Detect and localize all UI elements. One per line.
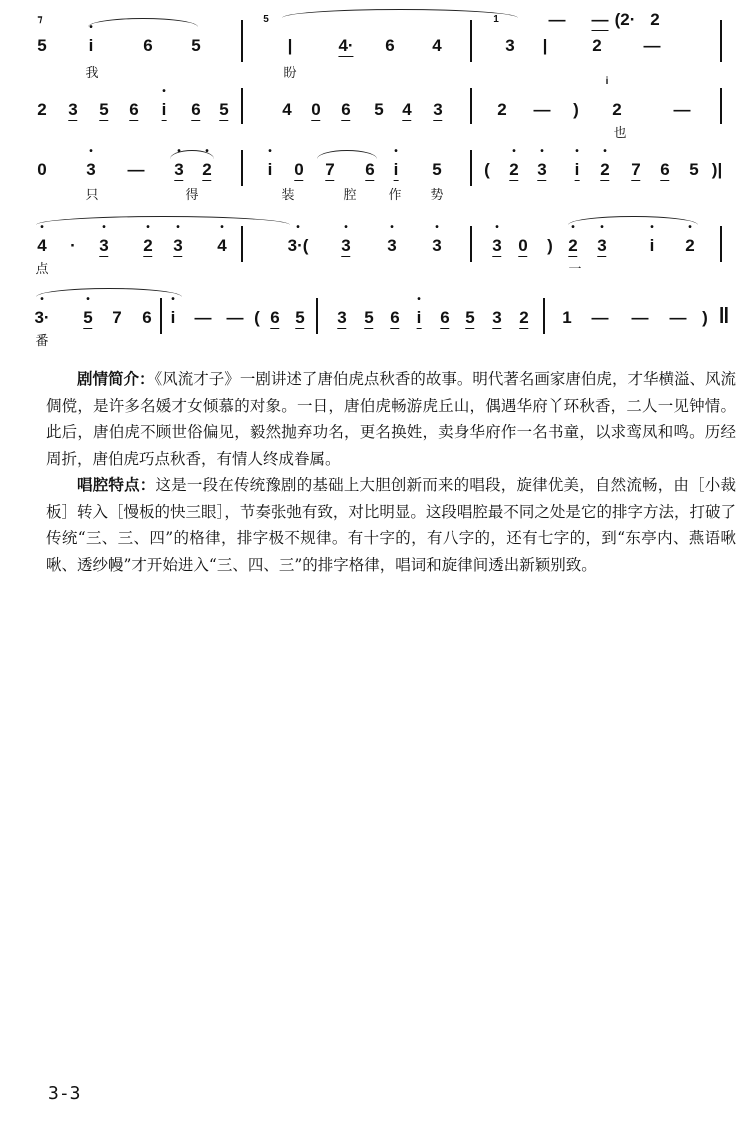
note: • 3 (537, 160, 546, 181)
note: ( (254, 308, 260, 327)
note: ) (573, 100, 579, 119)
note: 6 (390, 308, 400, 327)
note: 6 (385, 36, 395, 55)
note: 0 (518, 236, 528, 255)
bar-line (470, 150, 472, 186)
note: — (194, 308, 212, 327)
bar-line (543, 298, 545, 334)
note: 2 (592, 36, 602, 55)
note: • 2 (202, 160, 211, 181)
note: • 3 (492, 236, 501, 257)
note: • 2 (143, 236, 152, 257)
lyric: 腔 (343, 188, 357, 203)
synopsis-paragraph (46, 366, 736, 472)
note: 6 (143, 36, 153, 55)
note: 7 (112, 308, 122, 327)
note: 6 (270, 308, 280, 327)
note: 3 (492, 308, 502, 327)
lyric: 只 (85, 188, 99, 203)
note: • i (89, 36, 94, 56)
bar-line (241, 226, 243, 262)
note: 5 (99, 100, 109, 119)
features-label: 唱腔特点： (77, 476, 156, 494)
note: • 4 (37, 236, 46, 256)
note: • i (162, 100, 167, 121)
note: 1 (562, 308, 572, 327)
slur-6 (568, 216, 698, 225)
note: 3 (68, 100, 78, 119)
bar-line (241, 88, 243, 124)
note: 5 (37, 36, 47, 55)
grace-note: i (605, 76, 609, 87)
bar-line (720, 226, 722, 262)
synopsis-label: 剧情简介： (77, 370, 155, 388)
note: • 3 (99, 236, 108, 257)
grace-note: 5 (263, 14, 269, 25)
lyric: 得 (185, 188, 199, 203)
note: 3 (505, 36, 515, 55)
bar-line (470, 20, 472, 62)
note: ( (484, 160, 490, 179)
note: ) (547, 236, 553, 255)
note: )| (711, 160, 723, 179)
note: • 3 (174, 160, 183, 181)
note: — (643, 36, 661, 55)
note: 6 (341, 100, 351, 119)
note: · (70, 236, 76, 255)
lyric: 也 (613, 126, 627, 141)
note: 5 (465, 308, 475, 327)
note: 0 (37, 160, 47, 179)
note: • i (268, 160, 273, 180)
lyric: 盼 (283, 66, 297, 81)
page-number: 3-3 (48, 1083, 81, 1104)
note: 5 (191, 36, 201, 55)
note: • i (417, 308, 422, 329)
lyric: 番 (35, 334, 49, 349)
note: 6 (191, 100, 201, 119)
note: 2 (497, 100, 507, 119)
note: • 3· (34, 308, 49, 328)
slur-5 (36, 216, 290, 225)
note: • i (394, 160, 399, 181)
note: 5 (295, 308, 305, 327)
note: 0 (294, 160, 304, 179)
note: 5 (374, 100, 384, 119)
note: ) (702, 308, 708, 327)
slur-4 (317, 150, 377, 159)
note: • 3 (387, 236, 396, 256)
note: • 5 (83, 308, 92, 329)
note: 6 (660, 160, 670, 179)
note: (2· (614, 10, 636, 29)
note: • 3 (86, 160, 95, 180)
lyric: 我 (85, 66, 99, 81)
note: • 3·( (288, 236, 309, 256)
note: | (287, 36, 293, 55)
final-bar-line: ‖ (718, 303, 730, 328)
note: 2 (519, 308, 529, 327)
note: • 3 (597, 236, 606, 257)
note: 4 (402, 100, 412, 119)
slur-7 (36, 288, 182, 297)
note: 5 (432, 160, 442, 179)
note: — (631, 308, 649, 327)
note: — (226, 308, 244, 327)
note: 4· (338, 36, 354, 55)
note: • 2 (600, 160, 609, 181)
bar-line (720, 20, 722, 62)
note: • 4 (217, 236, 226, 256)
note: 2 (612, 100, 622, 119)
score-line-5 (0, 284, 750, 352)
bar-line (470, 226, 472, 262)
note: — (673, 100, 691, 119)
bar-line (316, 298, 318, 334)
bar-line (241, 150, 243, 186)
note: — (591, 308, 609, 327)
bar-line (160, 298, 162, 334)
note: — (533, 100, 551, 119)
bar-line (720, 88, 722, 124)
note: | (542, 36, 548, 55)
lyric: 一 (568, 262, 582, 277)
score-line-3 (0, 136, 750, 204)
lyric: 势 (430, 188, 444, 203)
note: 4 (432, 36, 442, 55)
note: 2 (37, 100, 47, 119)
note: 3 (337, 308, 347, 327)
note: — (127, 160, 145, 179)
description (46, 366, 736, 578)
note: 3 (433, 100, 443, 119)
lyric: 点 (35, 262, 49, 277)
note: — (669, 308, 687, 327)
note: 5 (364, 308, 374, 327)
note: • i (171, 308, 176, 328)
note: 6 (129, 100, 139, 119)
note: 7 (631, 160, 641, 179)
note: • 2 (509, 160, 518, 181)
features-paragraph (46, 472, 736, 578)
grace-note: 1 (493, 14, 499, 25)
lyric: 装 (281, 188, 295, 203)
note: 5 (689, 160, 699, 179)
score-line-2 (0, 68, 750, 141)
score-line-4 (0, 212, 750, 280)
note: 0 (311, 100, 321, 119)
note: 6 (440, 308, 450, 327)
note: 6 (142, 308, 152, 327)
note: 7 (325, 160, 335, 179)
bar-line (470, 88, 472, 124)
note: — (591, 10, 609, 29)
lyric: 作 (388, 188, 402, 203)
note: • i (650, 236, 655, 256)
note: 5 (219, 100, 229, 119)
note: 4 (282, 100, 292, 119)
features-text: 这是一段在传统豫剧的基础上大胆创新而来的唱段，旋律优美，自然流畅，由［小裁板］转入［慢板的快三眼］，节奏张弛有致，对比明显。这段唱腔最不同之处是它的排字方法，打破了传统“三、三、四”的格律，排字极不规律。有十字的，有八字的，还有七字的，到“东亭内、燕语啾啾、透纱幔”才开始进入“三、四、三”的排字格律，唱词和旋律间透出新颖别致。 (46, 476, 736, 574)
slur-1 (88, 18, 198, 27)
note: • 2 (685, 236, 694, 256)
synopsis-text: 《风流才子》一剧讲述了唐伯虎点秋香的故事。明代著名画家唐伯虎，才华横溢、风流倜傥，是许多名媛才女倾慕的对象。一日，唐伯虎畅游虎丘山，偶遇华府丫环秋香，二人一见钟情。此后，唐伯虎不顾世俗偏见，毅然抛弃功名，更名换姓，卖身华府作一名书童，以求鸾凤和鸣。历经周折，唐伯虎巧点秋香，有情人终成眷属。 (46, 370, 736, 468)
slur-2 (282, 9, 518, 18)
note: • 2 (568, 236, 577, 257)
breath-mark-icon: ⁊ (37, 14, 43, 25)
note: 2 (650, 10, 660, 29)
note: • 3 (341, 236, 350, 257)
score-line-1 (0, 0, 750, 81)
bar-line (241, 20, 243, 62)
note: • 3 (432, 236, 441, 256)
note: • 3 (173, 236, 182, 257)
note: • i (575, 160, 580, 181)
note: 6 (365, 160, 375, 179)
note: — (548, 10, 566, 29)
